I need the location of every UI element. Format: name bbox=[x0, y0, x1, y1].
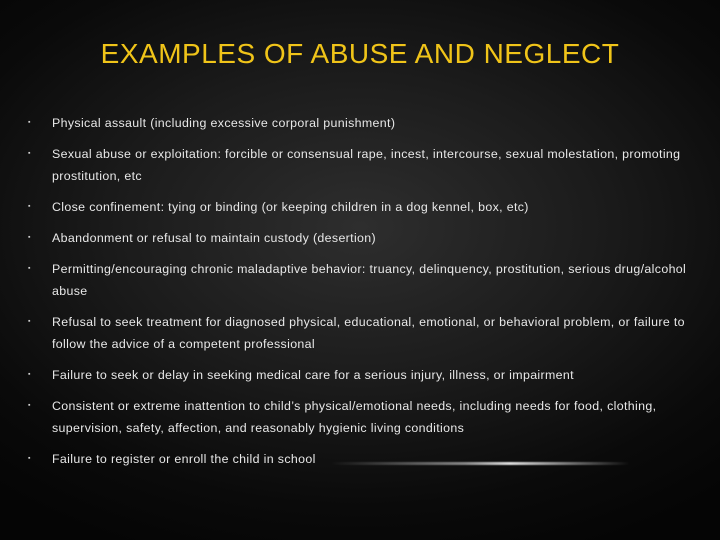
bullet-text: Abandonment or refusal to maintain custody (desertion) bbox=[52, 231, 377, 245]
bullet-marker-icon: ▪ bbox=[28, 318, 31, 325]
bullet-item bbox=[28, 112, 700, 134]
bullet-marker-icon: ▪ bbox=[28, 234, 31, 241]
bullet-text: Close confinement: tying or binding (or keeping children in a dog kennel, box, etc) bbox=[52, 200, 529, 214]
bullet-item bbox=[28, 143, 700, 187]
bullet-item bbox=[28, 395, 700, 439]
bullet-item bbox=[28, 227, 700, 249]
bullet-text: Failure to seek or delay in seeking medical care for a serious injury, illness, or impairment bbox=[52, 368, 574, 382]
bullet-text: Sexual abuse or exploitation: forcible or consensual rape, incest, intercourse, sexual molestation, promoting prostitution, etc bbox=[52, 147, 681, 183]
slide-title: EXAMPLES OF ABUSE AND NEGLECT bbox=[100, 38, 620, 69]
bullet-marker-icon: ▪ bbox=[28, 119, 31, 126]
bullet-item bbox=[28, 448, 700, 470]
bullet-marker-icon: ▪ bbox=[28, 371, 31, 378]
bullet-marker-icon: ▪ bbox=[28, 203, 31, 210]
bullet-text: Failure to register or enroll the child in school bbox=[52, 452, 316, 466]
bullet-marker-icon: ▪ bbox=[28, 150, 31, 157]
decorative-light-streak bbox=[330, 462, 630, 465]
bullet-item bbox=[28, 258, 700, 302]
bullet-item bbox=[28, 311, 700, 355]
bullet-list bbox=[28, 112, 700, 479]
bullet-text: Refusal to seek treatment for diagnosed physical, educational, emotional, or behavioral problem, or failure to follow the advice of a competent professional bbox=[52, 315, 685, 351]
bullet-marker-icon: ▪ bbox=[28, 455, 31, 462]
bullet-marker-icon: ▪ bbox=[28, 265, 31, 272]
bullet-text: Physical assault (including excessive corporal punishment) bbox=[52, 116, 396, 130]
bullet-text: Permitting/encouraging chronic maladaptive behavior: truancy, delinquency, prostitution, serious drug/alcohol abuse bbox=[52, 262, 687, 298]
bullet-item bbox=[28, 364, 700, 386]
bullet-marker-icon: ▪ bbox=[28, 402, 31, 409]
bullet-item bbox=[28, 196, 700, 218]
bullet-text: Consistent or extreme inattention to child’s physical/emotional needs, including needs for food, clothing, supervision, safety, affection, and reasonably hygienic living conditions bbox=[52, 399, 657, 435]
